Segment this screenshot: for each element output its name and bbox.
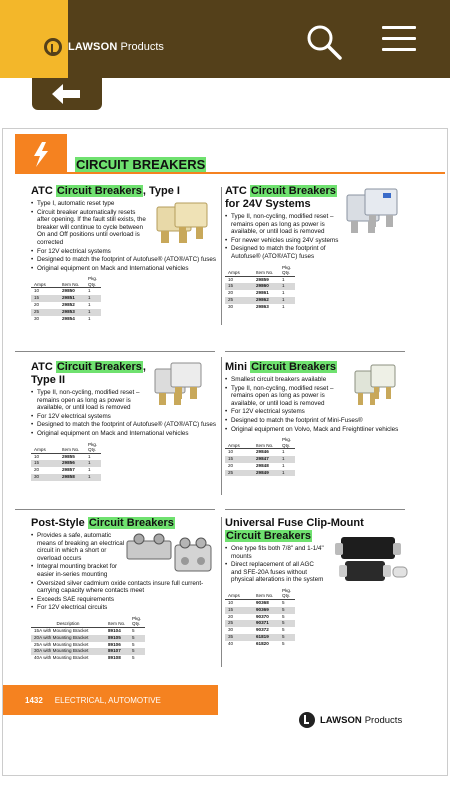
feature-bullet: • For 12V electrical circuits: [31, 604, 217, 612]
table-row: 10 29859 1: [228, 276, 285, 282]
brand-name-bold: LAWSON: [68, 41, 118, 53]
table-row: 15 29860 1: [225, 283, 295, 290]
table-row: 10 29855 1: [34, 453, 91, 459]
table-row: 20 90370 5: [228, 613, 285, 619]
table-row: 25 29849 1: [225, 470, 295, 477]
table-row: 20 29848 1: [228, 462, 285, 468]
catalog-page: [2, 128, 448, 776]
hamburger-icon: [382, 26, 416, 29]
feature-bullet: • One type fits both 7/8" and 1-1/4" mounts: [225, 545, 325, 560]
feature-bullet: • Type II, non-cycling, modified reset – remains open as long as power is available, or until load is removed: [225, 385, 343, 408]
section-title: ATC Circuit Breakers, Type I: [31, 185, 180, 197]
table-row: 30 29858 1: [31, 474, 101, 481]
table-row: 10 29850 1: [34, 288, 91, 294]
page-number: 1432: [25, 695, 43, 705]
table-row: 30 29863 1: [228, 303, 285, 309]
feature-bullet: • Exceeds SAE requirements: [31, 596, 217, 604]
table-row: 15 90369 5: [225, 607, 295, 614]
section-title: ATC Circuit Breakers, Type II: [31, 361, 146, 386]
lawson-logo-icon: [299, 712, 315, 728]
section-title: Universal Fuse Clip-Mount Circuit Breakers: [225, 517, 364, 542]
table-row: 30A with Mounting Bracket 89107 5: [31, 648, 145, 655]
table-row: 40A with Mounting Bracket 89108 5: [34, 655, 135, 661]
table-row: 40 61820 5: [228, 640, 285, 646]
table-row: 20 29857 1: [34, 467, 91, 473]
search-icon: [304, 22, 344, 62]
table-row: 20 29861 1: [228, 290, 285, 296]
feature-bullet: • Type II, non-cycling, modified reset – remains open as long as power is available, or until load is removed: [225, 213, 343, 236]
table-row: 10 90368 5: [228, 599, 285, 605]
feature-bullet: • Original equipment on Mack and International vehicles: [31, 430, 217, 438]
feature-bullet: • Original equipment on Mack and International vehicles: [31, 265, 217, 273]
table-row: 10 29846 1: [228, 449, 285, 455]
category-block: [15, 134, 67, 174]
table-row: 15 29847 1: [225, 456, 295, 463]
menu-button[interactable]: [382, 26, 416, 54]
table-row: 35 61819 5: [225, 634, 295, 641]
spec-table: Amps Item No. Pkg. Qty. 10 90368 5 15 90369 5 20 90370 5 25 90371 5 30 90372 5 35 61819 5 40 61820 5: [225, 588, 295, 648]
spec-table: Amps Item No. Pkg. Qty. 10 29846 1 15 29847 1 20 29848 1 25 29849 1: [225, 437, 295, 476]
feature-bullet: • For newer vehicles using 24V systems: [225, 237, 343, 245]
arrow-left-icon: [52, 83, 82, 105]
table-row: 25 29853 1: [31, 309, 101, 316]
feature-bullet: • For 12V electrical systems: [31, 248, 146, 256]
table-row: 25 29862 1: [225, 297, 295, 304]
table-row: 15 29856 1: [31, 460, 101, 467]
spec-table: Amps Item No. Pkg. Qty. 10 29850 1 15 29851 1 20 29852 1 25 29853 1 30 29854 1: [31, 276, 101, 322]
section-title: Mini Circuit Breakers: [225, 361, 337, 373]
spec-table: Description Item No. Pkg. Qty. 15A with Mounting Bracket 89104 5 20A with Mounting Bracket 89105 5 25A with Mounting Bracket 89106 5 30A with Mounting Bracket 89107 5 40A with Mounting Bracket 89108 5: [31, 616, 145, 662]
table-row: 30 90372 5: [228, 627, 285, 633]
table-row: 20A with Mounting Bracket 89105 5: [31, 635, 145, 642]
page-footer: [3, 685, 218, 715]
feature-bullet: • Integral mounting bracket for easier in-series mounting: [31, 563, 127, 578]
feature-bullet: • Original equipment on Volvo, Mack and Freightliner vehicles: [225, 426, 411, 434]
table-row: 20 29852 1: [34, 301, 91, 307]
section-title: ATC Circuit Breakers for 24V Systems: [225, 185, 336, 210]
feature-bullet: • Direct replacement of all AGC and SFE-20A fuses without physical alterations in the system: [225, 561, 325, 584]
section-title: Post-Style Circuit Breakers: [31, 517, 174, 529]
atc-breaker-image: [153, 201, 211, 249]
feature-bullet: • Designed to match the footprint of Autofuse® (ATO®/ATC) fuses: [225, 245, 343, 260]
table-row: 30 29854 1: [34, 315, 91, 321]
feature-bullet: • For 12V electrical systems: [31, 413, 149, 421]
feature-bullet: • Smallest circuit breakers available: [225, 376, 343, 384]
feature-bullet: • Type I, automatic reset type: [31, 200, 146, 208]
feature-bullet: • Oversized silver cadmium oxide contacts insure full current-carrying capacity where contacts meet: [31, 580, 217, 595]
table-row: 25A with Mounting Bracket 89106 5: [34, 641, 135, 647]
feature-bullet: • Provides a safe, automatic means of breaking an electrical circuit in which a short or overload occurs: [31, 532, 127, 562]
footer-logo: LAWSON Products: [299, 712, 402, 728]
spec-table: Amps Item No. Pkg. Qty. 10 29859 1 15 29860 1 20 29861 1 25 29862 1 30 29863 1: [225, 265, 295, 311]
feature-bullet: • Circuit breaker automatically resets after opening. If the fault still exists, the breaker will continue to cycle between On and Off positions until overload is corrected: [31, 209, 146, 247]
app-header: [0, 0, 450, 78]
feature-bullet: • For 12V electrical systems: [225, 408, 411, 416]
table-row: 15 29851 1: [31, 295, 101, 302]
atc-type2-breaker-image: [151, 361, 205, 411]
table-row: 25 90371 5: [225, 620, 295, 627]
lawson-logo-icon: [44, 38, 62, 56]
clip-mount-breaker-image: [331, 533, 411, 589]
mini-breaker-image: [351, 361, 401, 411]
page-title: CIRCUIT BREAKERS: [76, 157, 206, 172]
lightning-icon: [15, 134, 67, 174]
spec-table: Amps Item No. Pkg. Qty. 10 29855 1 15 29856 1 20 29857 1 30 29858 1: [31, 442, 101, 481]
feature-bullet: • Type II, non-cycling, modified reset – remains open as long as power is available, or until load is removed: [31, 389, 149, 412]
feature-bullet: • Designed to match the footprint of Autofuse® (ATO®/ATC) fuses: [31, 256, 217, 264]
brand-name-rest: Products: [120, 41, 164, 53]
table-row: 15A with Mounting Bracket 89104 5: [34, 627, 135, 633]
header-logo[interactable]: [44, 38, 164, 56]
back-button[interactable]: [32, 78, 102, 110]
post-style-breaker-image: [125, 531, 215, 575]
search-button[interactable]: [304, 22, 344, 62]
footer-section: ELECTRICAL, AUTOMOTIVE: [54, 695, 161, 705]
feature-bullet: • Designed to match the footprint of Autofuse® (ATO®/ATC) fuses: [31, 421, 217, 429]
atc-24v-breaker-image: [343, 187, 401, 239]
feature-bullet: • Designed to match the footprint of Mini-Fuses®: [225, 417, 411, 425]
